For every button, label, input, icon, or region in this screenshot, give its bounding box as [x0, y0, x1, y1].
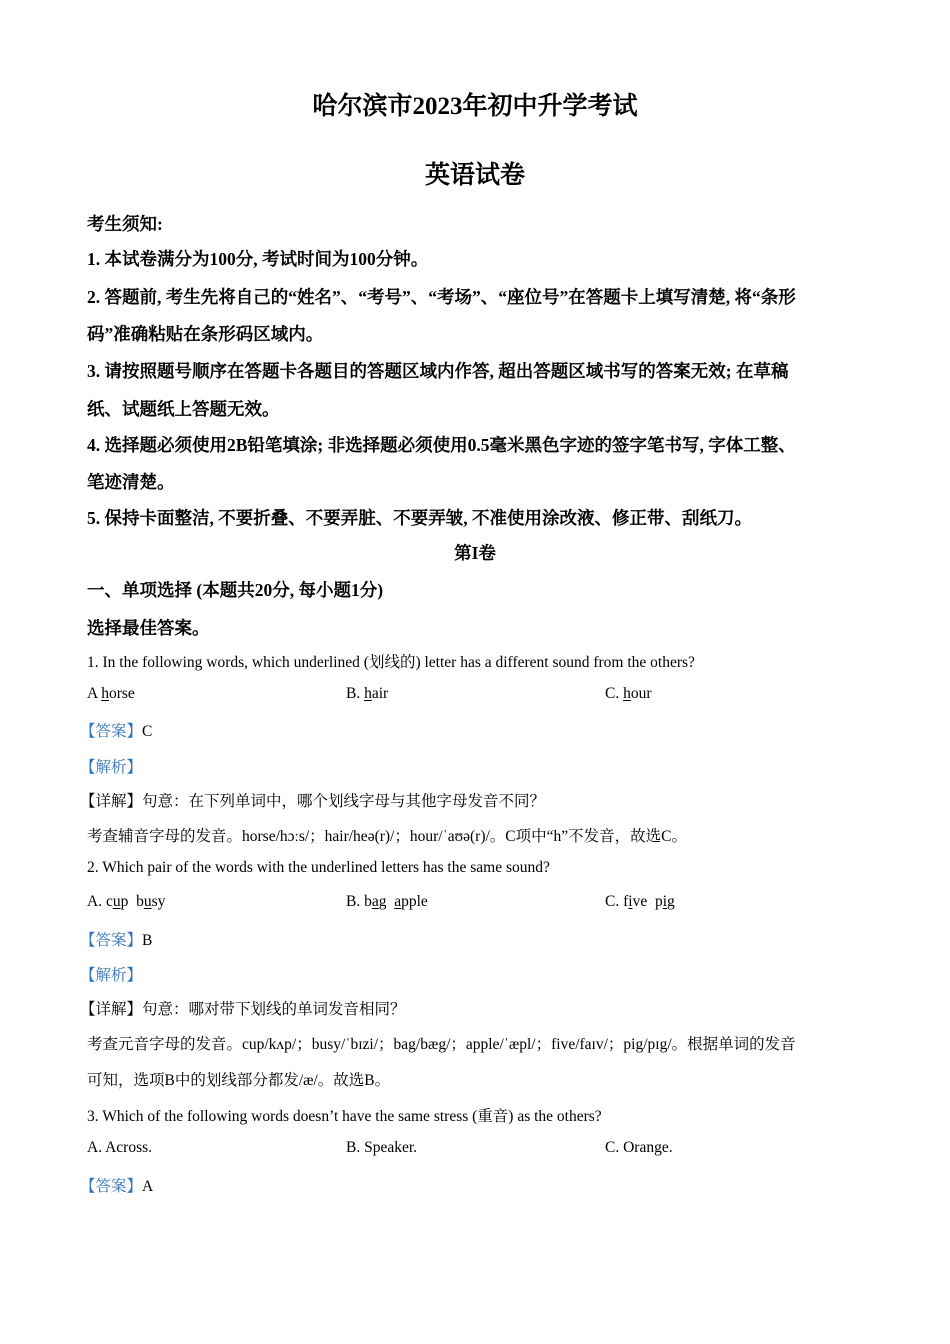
answer-line	[80, 928, 152, 950]
answer-label: 【答案】	[80, 1178, 143, 1195]
answer-line	[80, 719, 152, 741]
detail-label: 【详解】	[80, 1001, 143, 1018]
detail-label: 【详解】	[80, 793, 143, 810]
notice-item: 2. 答题前, 考生先将自己的“姓名”、“考号”、“考场”、“座位号”在答题卡上填写清楚, 将“条形	[87, 287, 796, 307]
answer-value: B	[142, 932, 153, 949]
option-b: B. bag apple	[346, 893, 428, 910]
explanation-line: 可知，选项B中的划线部分都发/æ/。故选B。	[87, 1072, 391, 1089]
option-b: B. hair	[346, 685, 389, 702]
notice-item: 3. 请按照题号顺序在答题卡各题目的答题区域内作答, 超出答题区域书写的答案无效; 在草稿	[87, 361, 789, 381]
detail-line: 【详解】句意：哪对带下划线的单词发音相同？	[80, 1001, 406, 1018]
analysis-label: 【解析】	[80, 967, 143, 984]
notice-item: 4. 选择题必须使用2B铅笔填涂; 非选择题必须使用0.5毫米黑色字迹的签字笔书写, 字体工整、	[87, 435, 796, 455]
page-title: 哈尔滨市2023年初中升学考试	[312, 93, 638, 120]
question-stem: 1. In the following words, which underlined (划线的) letter has a different sound from the others?	[87, 654, 695, 671]
notice-item: 码”准确粘贴在条形码区域内。	[87, 324, 324, 344]
answer-value: C	[142, 723, 153, 740]
option-c: C. Orange.	[605, 1139, 673, 1156]
notice-item: 笔迹清楚。	[87, 472, 175, 492]
question-stem: 2. Which pair of the words with the underlined letters has the same sound?	[87, 859, 550, 876]
option-a: A horse	[87, 685, 135, 702]
notice-heading: 考生须知:	[87, 214, 163, 234]
page-subtitle: 英语试卷	[424, 162, 525, 189]
question-stem: 3. Which of the following words doesn’t have the same stress (重音) as the others?	[87, 1108, 602, 1125]
explanation-line: 考查辅音字母的发音。horse/hɔːs/；hair/heə(r)/；hour/ˈaʊə(r)/。C项中“h”不发音，故选C。	[87, 828, 687, 845]
answer-value: A	[142, 1178, 154, 1195]
notice-item: 5. 保持卡面整洁, 不要折叠、不要弄脏、不要弄皱, 不准使用涂改液、修正带、刮纸刀。	[87, 508, 752, 528]
answer-line	[80, 1174, 153, 1196]
answer-label: 【答案】	[80, 723, 143, 740]
option-b: B. Speaker.	[346, 1139, 418, 1156]
option-c: C. hour	[605, 685, 652, 702]
option-a: A. Across.	[87, 1139, 153, 1156]
part-label: 第I卷	[454, 543, 496, 563]
notice-item: 纸、试题纸上答题无效。	[87, 399, 280, 419]
detail-line: 【详解】句意：在下列单词中，哪个划线字母与其他字母发音不同？	[80, 793, 546, 810]
analysis-label: 【解析】	[80, 759, 143, 776]
explanation-line: 考查元音字母的发音。cup/kʌp/；busy/ˈbɪzi/；bag/bæg/；apple/ˈæpl/；five/faɪv/；pig/pɪg/。根据单词的发音	[87, 1036, 796, 1053]
notice-item: 1. 本试卷满分为100分, 考试时间为100分钟。	[87, 249, 429, 269]
answer-label: 【答案】	[80, 932, 143, 949]
section-heading: 一、单项选择 (本题共20分, 每小题1分)	[87, 580, 384, 600]
option-a: A. cup busy	[87, 893, 166, 910]
section-instruction: 选择最佳答案。	[87, 618, 210, 638]
option-c: C. five pig	[605, 893, 675, 910]
